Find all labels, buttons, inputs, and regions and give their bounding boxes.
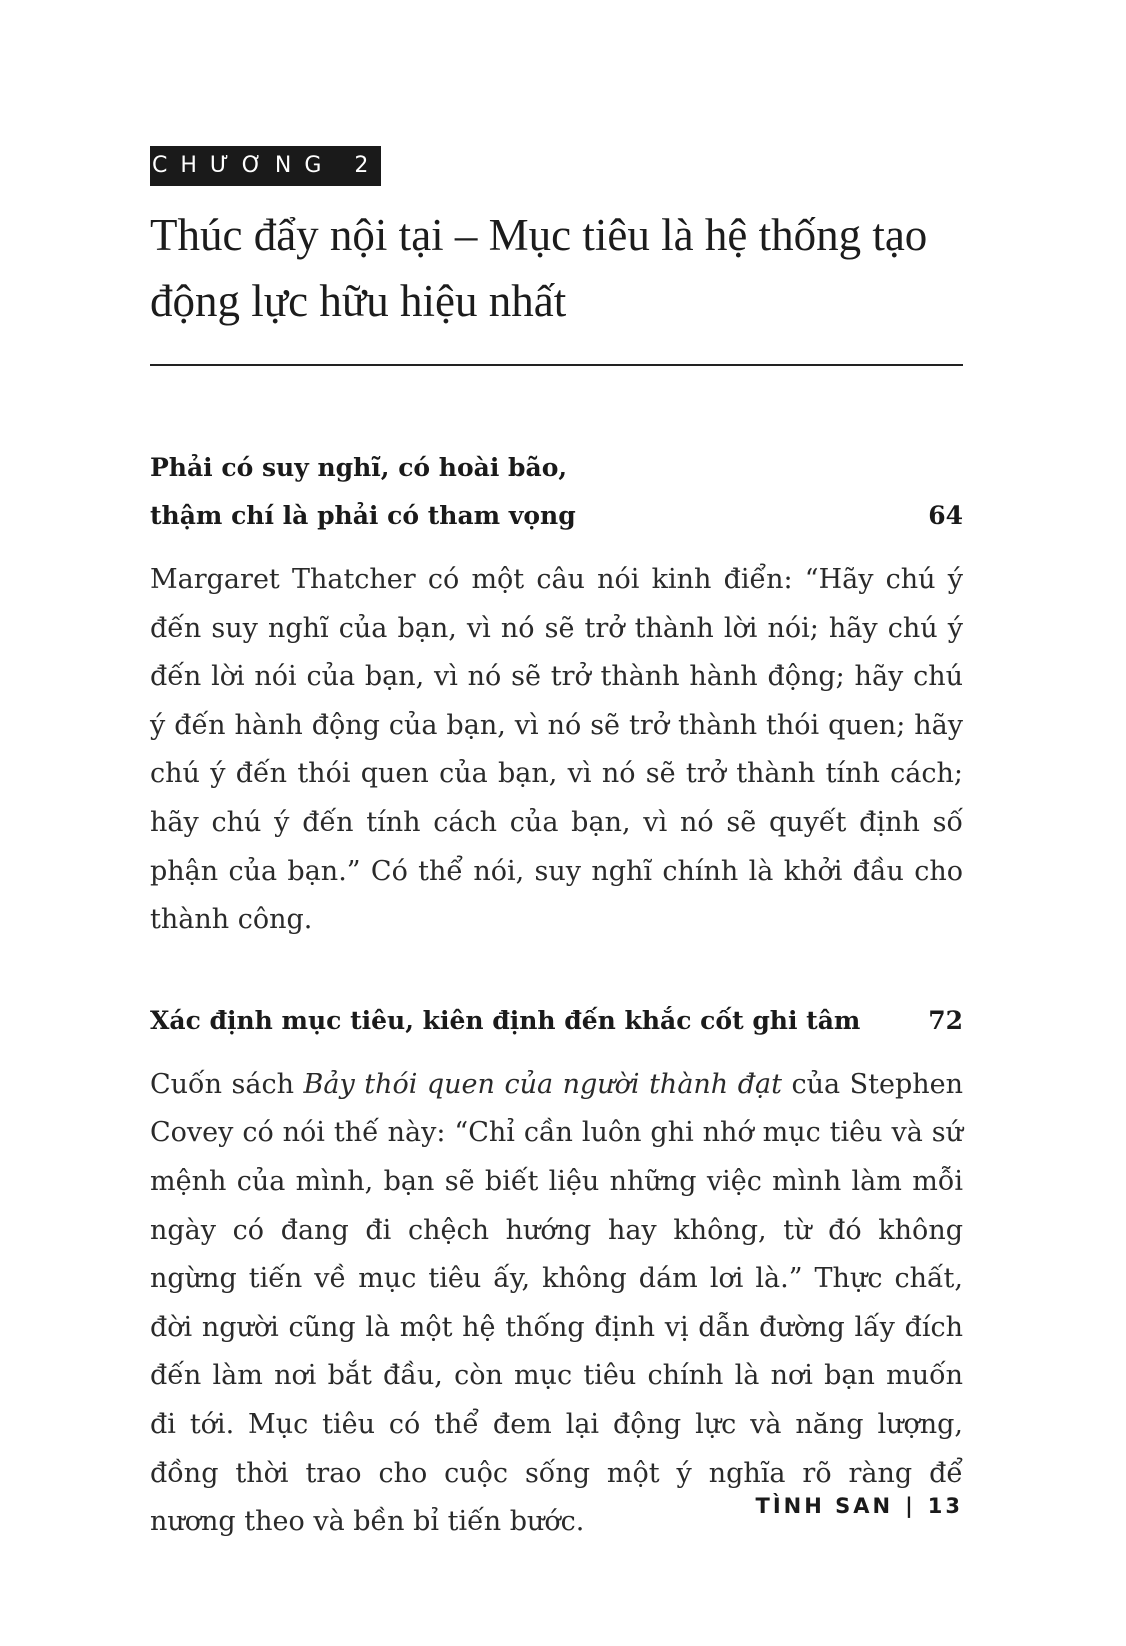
chapter-title-line-1: Thúc đẩy nội tại – Mục tiêu là hệ thống tạo — [150, 210, 928, 260]
footer-page-number: 13 — [927, 1494, 963, 1518]
section-heading — [150, 997, 963, 1045]
book-page — [150, 146, 963, 1547]
footer-author: TÌNH SAN — [755, 1494, 894, 1518]
toc-section-2 — [150, 997, 963, 1547]
section-page-number: 64 — [928, 501, 963, 530]
footer-separator: | — [905, 1494, 916, 1518]
section-heading-text: Xác định mục tiêu, kiên định đến khắc cốt ghi tâm — [150, 1005, 861, 1035]
section-heading-line-2: thậm chí là phải có tham vọng — [150, 501, 576, 530]
toc-section-1 — [150, 444, 963, 945]
book-title-italic: Bảy thói quen của người thành đạt — [303, 1068, 782, 1100]
summary-text-before: Cuốn sách — [150, 1068, 304, 1100]
section-page-number: 72 — [928, 1005, 963, 1035]
divider — [150, 364, 963, 366]
chapter-title-line-2: động lực hữu hiệu nhất — [150, 276, 567, 326]
section-heading-line-1: Phải có suy nghĩ, có hoài bão, — [150, 453, 568, 482]
section-heading — [150, 444, 963, 540]
chapter-label: CHƯƠNG 2 — [150, 146, 381, 186]
section-summary: Margaret Thatcher có một câu nói kinh điển: “Hãy chú ý đến suy nghĩ của bạn, vì nó sẽ trở thành lời nói; hãy chú ý đến lời nói của bạn, vì nó sẽ trở thành hành động; hãy chú ý đến hành động của bạn, vì nó sẽ trở thành thói quen; hãy chú ý đến thói quen của bạn, vì nó sẽ trở thành tính cách; hãy chú ý đến tính cách của bạn, vì nó sẽ quyết định số phận của bạn.” Có thể nói, suy nghĩ chính là khởi đầu cho thành công. — [150, 564, 963, 936]
chapter-title — [150, 202, 963, 334]
section-summary — [150, 1061, 963, 1547]
page-footer — [756, 1494, 963, 1518]
summary-text-after: của Stephen Covey có nói thế này: “Chỉ cần luôn ghi nhớ mục tiêu và sứ mệnh của mình, bạn sẽ biết liệu những việc mình làm mỗi ngày có đang đi chệch hướng hay không, từ đó không ngừng tiến về mục tiêu ấy, không dám lơi là.” Thực chất, đời người cũng là một hệ thống định vị dẫn đường lấy đích đến làm nơi bắt đầu, còn mục tiêu chính là nơi bạn muốn đi tới. Mục tiêu có thể đem lại động lực và năng lượng, đồng thời trao cho cuộc sống một ý nghĩa rõ ràng để nương theo và bền bỉ tiến bước. — [150, 1068, 964, 1538]
section-heading-text — [150, 444, 908, 540]
